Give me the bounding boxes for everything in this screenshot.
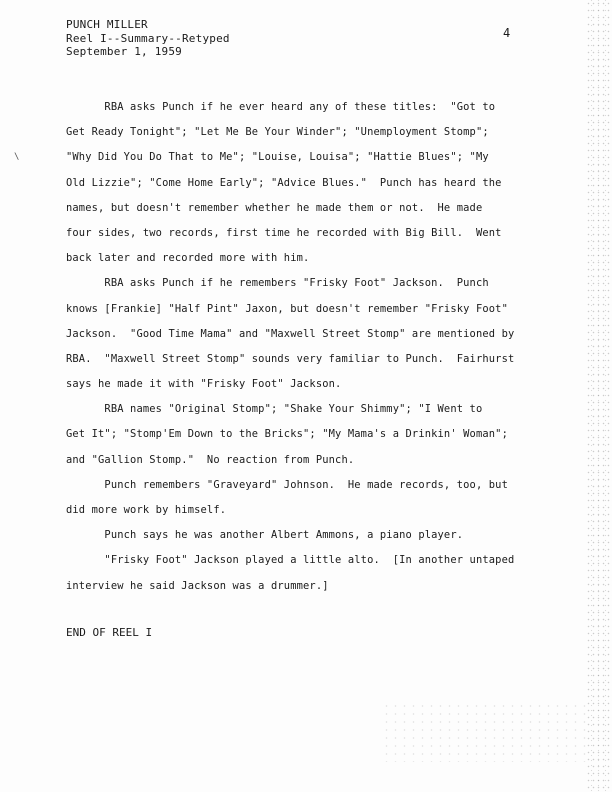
header-reel: Reel I--Summary--Retyped (66, 31, 230, 45)
body-line: interview he said Jackson was a drummer.] (66, 579, 329, 592)
scan-edge-noise (586, 0, 612, 792)
stray-mark: \ (14, 152, 20, 162)
body-line: Punch says he was another Albert Ammons, a piano player. (66, 529, 464, 542)
document-header (66, 18, 230, 59)
scan-bottom-noise (382, 702, 592, 762)
body-line: four sides, two records, first time he recorded with Big Bill. Went (66, 226, 502, 239)
body-line: "Frisky Foot" Jackson played a little alto. [In another untaped (66, 554, 515, 567)
body-line: RBA asks Punch if he remembers "Frisky Foot" Jackson. Punch (66, 277, 489, 290)
header-name: PUNCH MILLER (66, 18, 148, 31)
body-line: RBA. "Maxwell Street Stomp" sounds very familiar to Punch. Fairhurst (66, 352, 515, 365)
body-line: RBA names "Original Stomp"; "Shake Your Shimmy"; "I Went to (66, 403, 483, 416)
body-line: knows [Frankie] "Half Pint" Jaxon, but doesn't remember "Frisky Foot" (66, 302, 508, 315)
body-line: did more work by himself. (66, 504, 227, 516)
body-line: and "Gallion Stomp." No reaction from Punch. (66, 453, 355, 466)
body-line: says he made it with "Frisky Foot" Jackson. (66, 378, 342, 391)
body-line: Get Ready Tonight"; "Let Me Be Your Winder"; "Unemployment Stomp"; (66, 126, 489, 139)
body-line: "Why Did You Do That to Me"; "Louise, Louisa"; "Hattie Blues"; "My (66, 151, 489, 164)
body-line: RBA asks Punch if he ever heard any of these titles: "Got to (66, 101, 496, 113)
body-line: Get It"; "Stomp'Em Down to the Bricks"; "My Mama's a Drinkin' Woman"; (66, 428, 508, 441)
page-number: 4 (503, 26, 511, 40)
body-line: Punch remembers "Graveyard" Johnson. He made records, too, but (66, 478, 508, 491)
header-date: September 1, 1959 (66, 45, 182, 58)
body-line: back later and recorded more with him. (66, 252, 310, 265)
summary-body (66, 95, 536, 599)
body-line: Jackson. "Good Time Mama" and "Maxwell Street Stomp" are mentioned by (66, 327, 515, 340)
body-line: names, but doesn't remember whether he made them or not. He made (66, 201, 483, 214)
body-line: Old Lizzie"; "Come Home Early"; "Advice Blues." Punch has heard the (66, 176, 502, 189)
end-of-reel-note: END OF REEL I (66, 626, 153, 639)
